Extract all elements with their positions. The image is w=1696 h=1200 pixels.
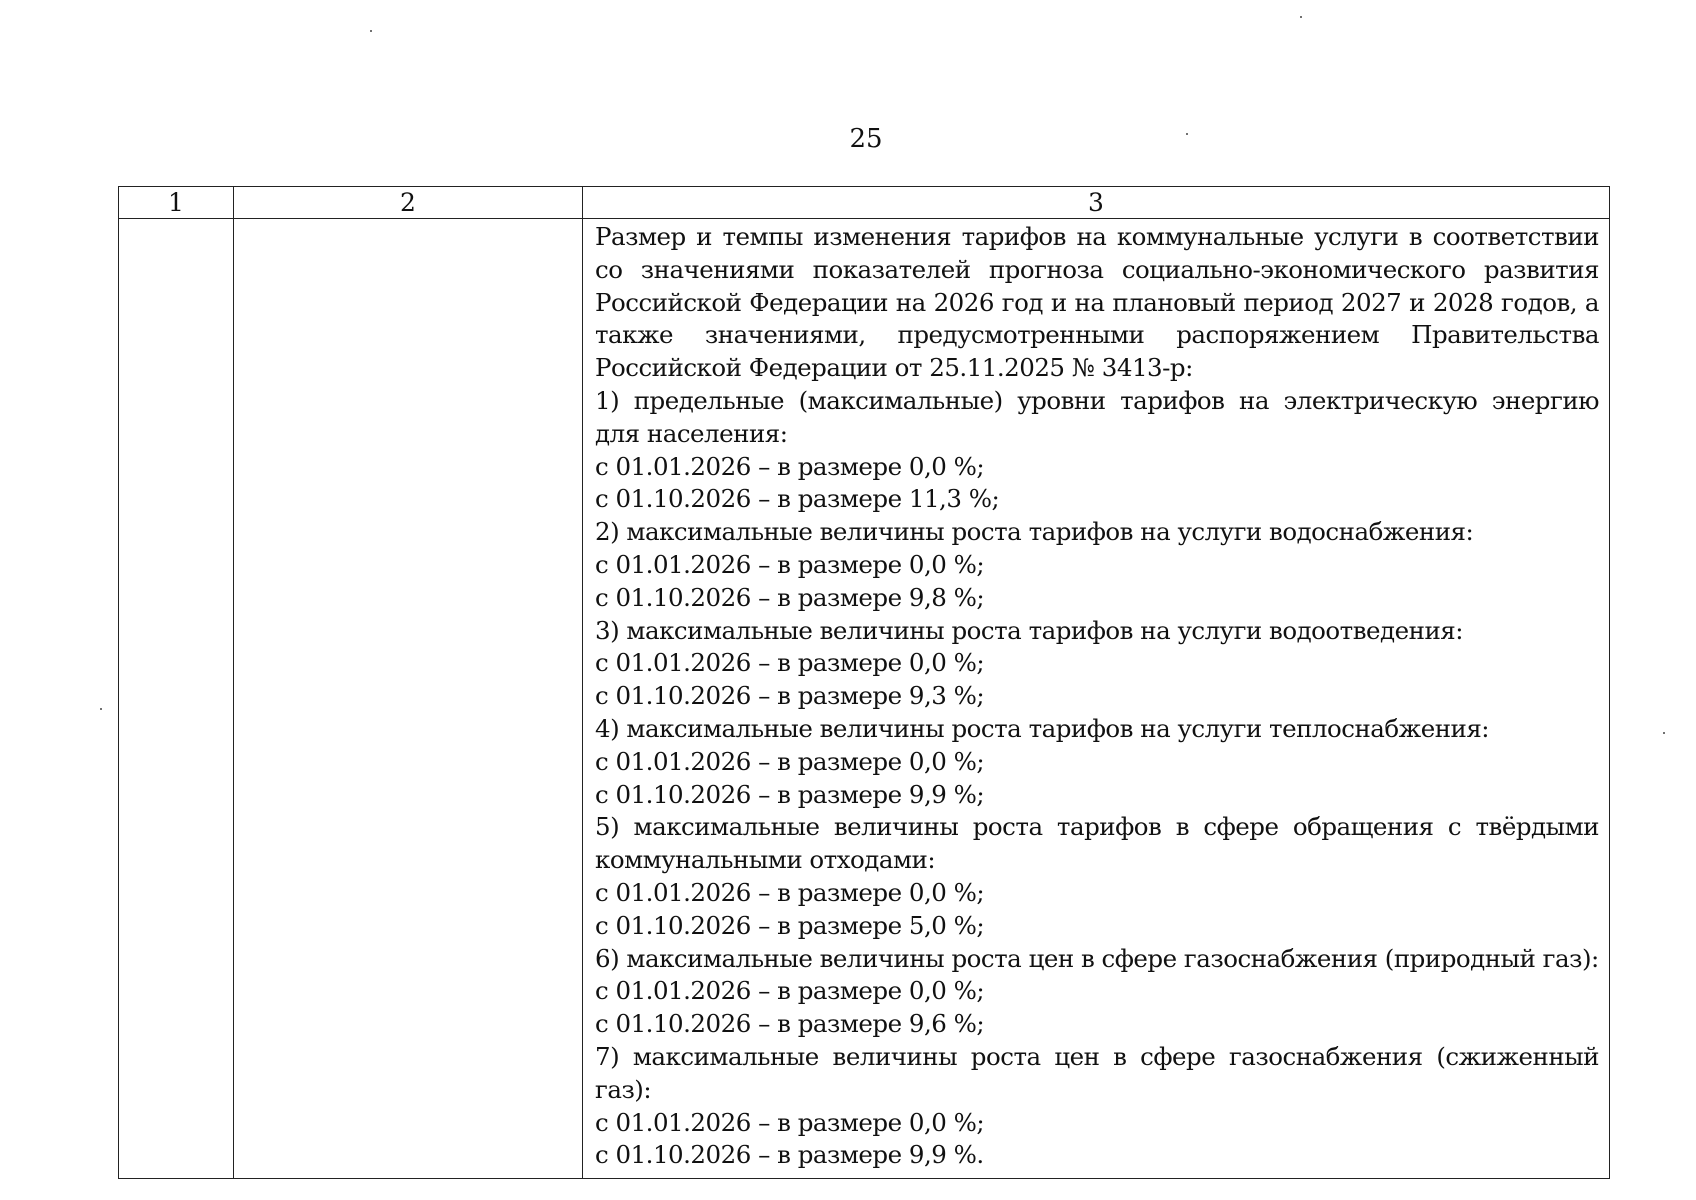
- rate-line: с 01.10.2026 – в размере 11,3 %;: [595, 484, 1000, 514]
- intro-paragraph: Размер и темпы изменения тарифов на коммунальные услуги в соответствии со значениями показателей прогноза социально-экономического развития Российской Федерации на 2026 год и на плановый период 2027 и 2028 годов, а также значениями, предусмотренными распоряжением Правительства Российской Федерации от 25.11.2025 № 3413-р:: [595, 222, 1599, 383]
- scan-speck: [1663, 732, 1665, 734]
- header-cell-2: 2: [234, 187, 583, 219]
- header-cell-3: 3: [583, 187, 1610, 219]
- item-title: 4) максимальные величины роста тарифов на услуги теплоснабжения:: [595, 713, 1490, 743]
- table-cell-col1: [119, 219, 234, 1179]
- table-cell-col3: [583, 219, 1610, 1179]
- item-title: 3) максимальные величины роста тарифов на услуги водоотведения:: [595, 615, 1463, 645]
- scan-speck: [1300, 16, 1302, 18]
- rate-line: с 01.01.2026 – в размере 0,0 %;: [595, 746, 985, 776]
- rate-line: с 01.01.2026 – в размере 0,0 %;: [595, 451, 985, 481]
- rate-line: с 01.10.2026 – в размере 5,0 %;: [595, 910, 985, 940]
- rate-line: с 01.10.2026 – в размере 9,3 %;: [595, 681, 985, 711]
- item-title: 1) предельные (максимальные) уровни тарифов на электрическую энергию для населения:: [595, 385, 1599, 448]
- item-title: 5) максимальные величины роста тарифов в сфере обращения с твёрдыми коммунальными отходами:: [595, 812, 1599, 875]
- rate-line: с 01.01.2026 – в размере 0,0 %;: [595, 976, 985, 1006]
- rate-line: с 01.10.2026 – в размере 9,6 %;: [595, 1009, 985, 1039]
- tariff-table: [118, 186, 1610, 1179]
- item-title: 6) максимальные величины роста цен в сфере газоснабжения (природный газ):: [595, 943, 1599, 973]
- table-row: [119, 219, 1610, 1179]
- header-cell-1: 1: [119, 187, 234, 219]
- rate-line: с 01.01.2026 – в размере 0,0 %;: [595, 1107, 985, 1137]
- page-number: 25: [849, 124, 883, 154]
- item-title: 7) максимальные величины роста цен в сфере газоснабжения (сжиженный газ):: [595, 1041, 1599, 1104]
- tariff-text: [583, 219, 1609, 1178]
- scan-speck: [370, 30, 372, 32]
- table-header-row: [119, 187, 1610, 219]
- rate-line: с 01.10.2026 – в размере 9,9 %.: [595, 1140, 984, 1170]
- table-cell-col2: [234, 219, 583, 1179]
- rate-line: с 01.01.2026 – в размере 0,0 %;: [595, 877, 985, 907]
- rate-line: с 01.01.2026 – в размере 0,0 %;: [595, 549, 985, 579]
- rate-line: с 01.01.2026 – в размере 0,0 %;: [595, 648, 985, 678]
- rate-line: с 01.10.2026 – в размере 9,8 %;: [595, 582, 985, 612]
- scan-speck: [100, 708, 102, 710]
- rate-line: с 01.10.2026 – в размере 9,9 %;: [595, 779, 985, 809]
- item-title: 2) максимальные величины роста тарифов на услуги водоснабжения:: [595, 517, 1474, 547]
